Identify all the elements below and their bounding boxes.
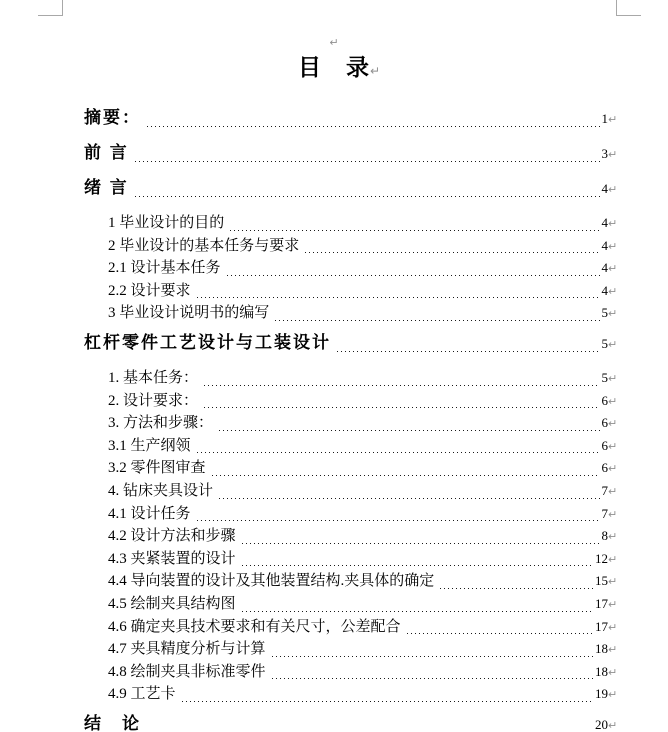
- toc-page-number: 7: [601, 482, 608, 498]
- dot-leader: [197, 452, 600, 453]
- toc-entry-label: 2.1 设计基本任务: [108, 260, 221, 277]
- paragraph-mark-icon: ↵: [608, 417, 618, 431]
- toc-page-number: 4: [601, 181, 608, 196]
- empty-paragraph-line: [0, 33, 668, 51]
- toc-entry-label: 前 言: [84, 143, 129, 162]
- toc-entry-label: 4.6 确定夹具技术要求和有关尺寸，公差配合: [108, 618, 401, 635]
- toc-page-number: 6: [601, 437, 608, 453]
- toc-entry[interactable]: [84, 412, 618, 435]
- toc-page-number: 4: [601, 282, 608, 298]
- dot-leader: [227, 275, 600, 276]
- toc-entry-label: 4.4 导向装置的设计及其他装置结构.夹具体的确定: [108, 573, 435, 590]
- dot-leader: [219, 498, 599, 499]
- toc-entry[interactable]: [84, 683, 618, 706]
- toc-entry-label: 4.2 设计方法和步骤: [108, 528, 236, 545]
- dot-leader: [219, 430, 599, 431]
- toc-entry-label: 4.3 夹紧装置的设计: [108, 550, 236, 567]
- toc-entry[interactable]: [84, 593, 618, 616]
- toc-entry-label: 1. 基本任务：: [108, 369, 199, 386]
- paragraph-mark-icon: ↵: [608, 148, 618, 161]
- toc-entry[interactable]: [84, 661, 618, 684]
- toc-entry[interactable]: [84, 570, 618, 593]
- toc-entry[interactable]: [84, 177, 618, 201]
- toc-entry[interactable]: [84, 390, 618, 413]
- toc-entry[interactable]: [84, 638, 618, 661]
- toc-page-number: 6: [601, 392, 608, 408]
- toc-entry-label: 2 毕业设计的基本任务与要求: [108, 237, 300, 254]
- paragraph-mark-icon: ↵: [369, 64, 381, 78]
- toc-entry-label: 2. 设计要求：: [108, 392, 199, 409]
- paragraph-mark-icon: ↵: [608, 462, 618, 476]
- paragraph-mark-icon: ↵: [608, 575, 618, 589]
- paragraph-mark-icon: ↵: [608, 284, 618, 298]
- toc-entry[interactable]: [84, 280, 618, 303]
- paragraph-mark-icon: ↵: [608, 307, 618, 321]
- dot-leader: [242, 543, 600, 544]
- toc-entry[interactable]: [84, 212, 618, 235]
- paragraph-mark-icon: ↵: [608, 643, 618, 657]
- toc-entry-label: 4.7 夹具精度分析与计算: [108, 641, 266, 658]
- toc-entry[interactable]: [84, 367, 618, 390]
- toc-page-number: 17: [595, 595, 608, 611]
- dot-leader: [197, 520, 600, 521]
- paragraph-mark-icon: ↵: [608, 371, 618, 385]
- toc-entry[interactable]: [84, 107, 618, 131]
- dot-leader: [135, 196, 600, 197]
- dot-leader: [272, 678, 593, 679]
- toc-entry-label: 4.1 设计任务: [108, 505, 191, 522]
- toc-page-number: 4: [601, 237, 608, 253]
- margin-crop-mark-top-right: [616, 0, 641, 16]
- paragraph-mark-icon: ↵: [608, 337, 618, 351]
- toc-entry-label: 3.1 生产纲领: [108, 437, 191, 454]
- toc-entry-label: 摘要：: [84, 108, 141, 127]
- paragraph-mark-icon: ↵: [329, 36, 339, 49]
- toc-entry[interactable]: [84, 480, 618, 503]
- dot-leader: [275, 320, 599, 321]
- toc-entry-label: 4. 钻床夹具设计: [108, 482, 214, 499]
- toc-entry-label: 杠杆零件工艺设计与工装设计: [84, 332, 331, 352]
- paragraph-mark-icon: ↵: [608, 718, 618, 732]
- toc-page-number: 5: [601, 369, 608, 385]
- paragraph-mark-icon: ↵: [608, 439, 618, 453]
- toc-entry-label: 3. 方法和步骤：: [108, 415, 214, 432]
- toc-entry-label: 4.9 工艺卡: [108, 686, 176, 703]
- toc-entry[interactable]: [84, 503, 618, 526]
- toc-page-number: 15: [595, 573, 608, 589]
- dot-leader: [147, 126, 600, 127]
- dot-leader: [197, 297, 600, 298]
- toc-entry[interactable]: [84, 713, 618, 732]
- paragraph-mark-icon: ↵: [608, 597, 618, 611]
- paragraph-mark-icon: ↵: [608, 665, 618, 679]
- paragraph-mark-icon: ↵: [608, 484, 618, 498]
- toc-page-number: 17: [595, 618, 608, 634]
- toc-page-number: 8: [601, 528, 608, 544]
- dot-leader: [230, 230, 599, 231]
- toc-page-number: 4: [601, 215, 608, 230]
- paragraph-mark-icon: ↵: [608, 620, 618, 634]
- dot-leader: [242, 565, 593, 566]
- toc-page-number: 20: [595, 716, 608, 732]
- toc-title-line: [0, 54, 668, 85]
- dot-leader: [182, 701, 593, 702]
- dot-leader: [204, 407, 599, 408]
- toc-entry[interactable]: [84, 616, 618, 639]
- margin-crop-mark-top-left: [38, 0, 63, 16]
- dot-leader: [212, 475, 600, 476]
- dot-leader: [440, 588, 593, 589]
- paragraph-mark-icon: ↵: [608, 507, 618, 521]
- toc-entry-label: 2.2 设计要求: [108, 282, 191, 299]
- paragraph-mark-icon: ↵: [608, 688, 618, 702]
- toc-page-number: 6: [601, 415, 608, 431]
- toc-page-number: 3: [601, 146, 608, 161]
- paragraph-mark-icon: ↵: [608, 552, 618, 566]
- toc-page-number: 5: [601, 335, 608, 351]
- toc-entry[interactable]: [84, 332, 618, 356]
- toc-page-number: 19: [595, 686, 608, 702]
- toc-entry[interactable]: [84, 457, 618, 480]
- paragraph-mark-icon: ↵: [608, 394, 618, 408]
- toc-entry-label: 3 毕业设计说明书的编写: [108, 305, 270, 322]
- paragraph-mark-icon: ↵: [608, 530, 618, 544]
- paragraph-mark-icon: ↵: [608, 217, 618, 230]
- toc-entry-label: 3.2 零件图审查: [108, 460, 206, 477]
- paragraph-mark-icon: ↵: [608, 262, 618, 276]
- toc-entry-label: 结 论: [84, 713, 141, 732]
- toc-page-number: 18: [595, 641, 608, 657]
- dot-leader: [272, 656, 593, 657]
- dot-leader: [242, 611, 593, 612]
- page-title: 目 录: [297, 55, 370, 80]
- paragraph-mark-icon: ↵: [608, 113, 618, 126]
- toc-page-number: 18: [595, 663, 608, 679]
- toc-entry[interactable]: [84, 548, 618, 571]
- dot-leader: [135, 161, 600, 162]
- toc-entry[interactable]: [84, 435, 618, 458]
- toc-page-number: 5: [601, 305, 608, 321]
- toc-entry[interactable]: [84, 235, 618, 258]
- dot-leader: [305, 252, 599, 253]
- dot-leader: [337, 351, 600, 352]
- toc-page-number: 7: [601, 505, 608, 521]
- toc-page-number: 1: [601, 111, 608, 126]
- toc-entry-label: 绪 言: [84, 178, 129, 197]
- toc-page-number: 4: [601, 260, 608, 276]
- toc-entry[interactable]: [84, 142, 618, 166]
- toc-entry-label: 4.8 绘制夹具非标准零件: [108, 663, 266, 680]
- toc-entry[interactable]: [84, 525, 618, 548]
- toc-entry[interactable]: [84, 257, 618, 280]
- toc-entry-label: 4.5 绘制夹具结构图: [108, 595, 236, 612]
- toc-entry[interactable]: [84, 302, 618, 325]
- toc-list: [84, 100, 618, 732]
- paragraph-mark-icon: ↵: [608, 183, 618, 196]
- toc-entry-label: 1 毕业设计的目的: [108, 215, 225, 231]
- toc-page-number: 6: [601, 460, 608, 476]
- toc-page-number: 12: [595, 550, 608, 566]
- paragraph-mark-icon: ↵: [608, 239, 618, 253]
- dot-leader: [204, 385, 599, 386]
- dot-leader: [407, 633, 593, 634]
